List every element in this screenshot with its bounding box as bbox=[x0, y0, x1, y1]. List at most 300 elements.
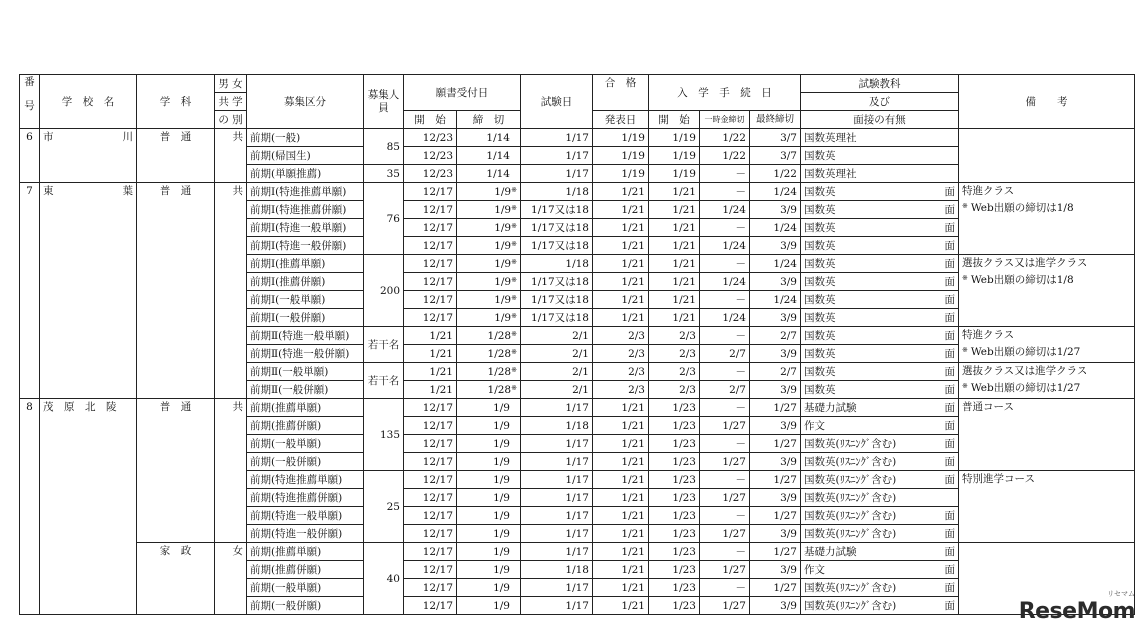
subjects-cell bbox=[801, 399, 959, 417]
exam-date-cell: 1/17 bbox=[521, 399, 593, 417]
app-end-value: 1/28 bbox=[487, 347, 512, 360]
pass-date-cell: 1/21 bbox=[593, 237, 649, 255]
remarks-cell: 特別進学コース bbox=[959, 471, 1135, 543]
subjects-wrap bbox=[804, 400, 955, 416]
app-end-value: 1/9 bbox=[493, 581, 510, 594]
enroll-temp-cell: 1/24 bbox=[700, 237, 750, 255]
header-app-start: 開 始 bbox=[404, 111, 457, 129]
enroll-temp-cell: － bbox=[700, 291, 750, 309]
subjects-text: 国数英 bbox=[804, 311, 836, 324]
interview-mark: 面 bbox=[944, 275, 955, 288]
exam-date-cell: 1/17 bbox=[521, 471, 593, 489]
subjects-text: 国数英(ﾘｽﾆﾝｸﾞ含む) bbox=[804, 437, 897, 450]
subjects-cell bbox=[801, 453, 959, 471]
remarks-note bbox=[962, 272, 1131, 289]
subjects-cell bbox=[801, 147, 959, 165]
subjects-text: 国数英 bbox=[804, 383, 836, 396]
enroll-temp-cell: 1/27 bbox=[700, 453, 750, 471]
app-end-cell bbox=[457, 507, 521, 525]
pass-date-cell: 1/21 bbox=[593, 255, 649, 273]
category-cell: 前期(一般併願) bbox=[247, 453, 364, 471]
subjects-cell bbox=[801, 273, 959, 291]
quota-cell: 40 bbox=[364, 543, 404, 615]
enroll-temp-cell: 1/22 bbox=[700, 129, 750, 147]
enroll-final-cell: 1/22 bbox=[750, 165, 801, 183]
enroll-final-cell: 3/9 bbox=[750, 525, 801, 543]
enroll-start-cell: 1/21 bbox=[649, 273, 700, 291]
note-mark: ※ bbox=[962, 274, 968, 282]
app-end-cell bbox=[457, 435, 521, 453]
interview-mark: 面 bbox=[944, 545, 955, 558]
resemom-logo bbox=[1018, 590, 1135, 624]
subjects-text: 国数英 bbox=[804, 149, 836, 162]
header-app-end: 締 切 bbox=[457, 111, 521, 129]
category-cell: 前期Ⅰ(特進推薦単願) bbox=[247, 183, 364, 201]
exam-date-cell: 1/18 bbox=[521, 417, 593, 435]
remarks-title: 選抜クラス又は進学クラス bbox=[962, 365, 1088, 377]
subjects-wrap bbox=[804, 454, 955, 470]
category-cell: 前期(推薦併願) bbox=[247, 561, 364, 579]
enroll-temp-cell: 1/24 bbox=[700, 309, 750, 327]
remarks-cell: 普通コース bbox=[959, 399, 1135, 471]
enroll-temp-cell: － bbox=[700, 507, 750, 525]
logo-sub-text: リセマム bbox=[1107, 590, 1135, 598]
subjects-text: 国数英理社 bbox=[804, 131, 857, 144]
pass-date-cell: 1/21 bbox=[593, 525, 649, 543]
enroll-final-cell: 2/7 bbox=[750, 363, 801, 381]
note-mark: ※ bbox=[511, 365, 517, 374]
subjects-text: 作文 bbox=[804, 419, 825, 432]
app-end-value: 1/9 bbox=[493, 419, 510, 432]
remarks-cell bbox=[959, 363, 1135, 399]
enroll-start-cell: 2/3 bbox=[649, 345, 700, 363]
dept-cell: 普 通 bbox=[137, 129, 215, 183]
app-start-cell: 12/17 bbox=[404, 453, 457, 471]
exam-date-cell: 1/17 bbox=[521, 165, 593, 183]
enroll-temp-cell: － bbox=[700, 327, 750, 345]
subjects-text: 基礎力試験 bbox=[804, 401, 857, 414]
logo-main-text: ReseMom bbox=[1018, 599, 1135, 624]
category-cell: 前期Ⅱ(特進一般単願) bbox=[247, 327, 364, 345]
subjects-cell bbox=[801, 363, 959, 381]
subjects-wrap bbox=[804, 328, 955, 344]
app-start-cell: 12/17 bbox=[404, 507, 457, 525]
subjects-cell bbox=[801, 255, 959, 273]
enroll-temp-cell: － bbox=[700, 219, 750, 237]
school-name bbox=[40, 129, 137, 183]
subjects-wrap bbox=[804, 166, 955, 182]
exam-date-cell: 2/1 bbox=[521, 363, 593, 381]
subjects-wrap bbox=[804, 202, 955, 218]
app-start-cell: 12/17 bbox=[404, 255, 457, 273]
header-pass-2: 発表日 bbox=[593, 111, 649, 129]
app-start-cell: 12/17 bbox=[404, 561, 457, 579]
header-gender-3: の 別 bbox=[215, 111, 247, 129]
enroll-final-cell: 3/9 bbox=[750, 561, 801, 579]
pass-date-cell: 2/3 bbox=[593, 345, 649, 363]
app-end-value: 1/9 bbox=[494, 221, 512, 234]
app-end-cell bbox=[457, 237, 521, 255]
note-mark: ※ bbox=[962, 202, 968, 210]
app-end-cell bbox=[457, 273, 521, 291]
exam-date-cell: 1/17又は18 bbox=[521, 291, 593, 309]
app-end-cell bbox=[457, 165, 521, 183]
subjects-wrap bbox=[804, 184, 955, 200]
app-start-cell: 12/17 bbox=[404, 399, 457, 417]
admissions-schedule-table bbox=[19, 74, 1135, 615]
subjects-wrap bbox=[804, 130, 955, 146]
category-cell: 前期(特進一般単願) bbox=[247, 507, 364, 525]
header-subjects-2: 及び bbox=[801, 93, 959, 111]
enroll-final-cell: 3/9 bbox=[750, 453, 801, 471]
subjects-cell bbox=[801, 201, 959, 219]
header-dept: 学 科 bbox=[137, 75, 215, 129]
enroll-final-cell: 1/24 bbox=[750, 183, 801, 201]
subjects-cell bbox=[801, 219, 959, 237]
subjects-wrap bbox=[804, 580, 955, 596]
interview-mark: 面 bbox=[944, 365, 955, 378]
header-application: 願書受付日 bbox=[404, 75, 521, 111]
subjects-cell bbox=[801, 561, 959, 579]
exam-date-cell: 2/1 bbox=[521, 381, 593, 399]
note-mark: ※ bbox=[511, 239, 517, 248]
remarks-note-text: Web出願の締切は1/8 bbox=[970, 274, 1074, 286]
category-cell: 前期(一般併願) bbox=[247, 597, 364, 615]
remarks-note-text: Web出願の締切は1/8 bbox=[970, 202, 1074, 214]
enroll-final-cell: 1/27 bbox=[750, 507, 801, 525]
exam-date-cell: 1/17 bbox=[521, 507, 593, 525]
gender-cell: 女 bbox=[215, 543, 247, 615]
interview-mark: 面 bbox=[944, 329, 955, 342]
enroll-final-cell: 3/9 bbox=[750, 273, 801, 291]
note-mark: ※ bbox=[511, 275, 517, 284]
interview-mark: 面 bbox=[944, 185, 955, 198]
note-mark: ※ bbox=[511, 257, 517, 266]
enroll-temp-cell: 1/27 bbox=[700, 417, 750, 435]
enroll-temp-cell: － bbox=[700, 363, 750, 381]
exam-date-cell: 1/17 bbox=[521, 453, 593, 471]
subjects-cell bbox=[801, 291, 959, 309]
remarks-note bbox=[962, 200, 1131, 217]
app-start-cell: 12/17 bbox=[404, 291, 457, 309]
app-end-value: 1/9 bbox=[493, 455, 510, 468]
category-cell: 前期(推薦単願) bbox=[247, 399, 364, 417]
exam-date-cell: 1/17 bbox=[521, 543, 593, 561]
app-start-cell: 1/21 bbox=[404, 363, 457, 381]
header-school: 学 校 名 bbox=[40, 75, 137, 129]
enroll-final-cell: 1/27 bbox=[750, 435, 801, 453]
remarks-cell bbox=[959, 255, 1135, 327]
enroll-start-cell: 1/23 bbox=[649, 471, 700, 489]
interview-mark: 面 bbox=[944, 347, 955, 360]
enroll-temp-cell: － bbox=[700, 183, 750, 201]
enroll-temp-cell: － bbox=[700, 435, 750, 453]
school-name: 茂 原 北 陵 bbox=[40, 399, 137, 615]
enroll-start-cell: 1/23 bbox=[649, 597, 700, 615]
subjects-cell bbox=[801, 309, 959, 327]
gender-cell: 共 bbox=[215, 399, 247, 543]
category-cell: 前期Ⅰ(一般併願) bbox=[247, 309, 364, 327]
enroll-start-cell: 1/21 bbox=[649, 255, 700, 273]
app-start-cell: 1/21 bbox=[404, 381, 457, 399]
category-cell: 前期(一般) bbox=[247, 129, 364, 147]
category-cell: 前期Ⅰ(特進一般単願) bbox=[247, 219, 364, 237]
enroll-temp-cell: － bbox=[700, 543, 750, 561]
subjects-text: 基礎力試験 bbox=[804, 545, 857, 558]
category-cell: 前期(一般単願) bbox=[247, 579, 364, 597]
app-start-cell: 12/17 bbox=[404, 201, 457, 219]
gender-cell: 共 bbox=[215, 183, 247, 399]
app-end-value: 1/9 bbox=[493, 437, 510, 450]
app-start-cell: 12/23 bbox=[404, 129, 457, 147]
school-name-right: 葉 bbox=[122, 185, 133, 197]
school-name-left: 市 bbox=[43, 131, 54, 143]
app-end-value: 1/9 bbox=[493, 473, 510, 486]
subjects-text: 国数英(ﾘｽﾆﾝｸﾞ含む) bbox=[804, 527, 897, 540]
app-end-cell bbox=[457, 597, 521, 615]
enroll-start-cell: 1/23 bbox=[649, 561, 700, 579]
enroll-final-cell: 1/27 bbox=[750, 399, 801, 417]
pass-date-cell: 1/19 bbox=[593, 147, 649, 165]
app-start-cell: 12/17 bbox=[404, 579, 457, 597]
subjects-wrap bbox=[804, 562, 955, 578]
subjects-text: 国数英(ﾘｽﾆﾝｸﾞ含む) bbox=[804, 491, 897, 504]
header-no: 番 号 bbox=[20, 75, 40, 129]
pass-date-cell: 1/21 bbox=[593, 453, 649, 471]
app-start-cell: 12/17 bbox=[404, 183, 457, 201]
interview-mark: 面 bbox=[944, 311, 955, 324]
app-start-cell: 12/17 bbox=[404, 237, 457, 255]
subjects-wrap bbox=[804, 220, 955, 236]
quota-cell: 35 bbox=[364, 165, 404, 183]
enroll-final-cell: 3/9 bbox=[750, 381, 801, 399]
interview-mark: 面 bbox=[944, 509, 955, 522]
pass-date-cell: 1/21 bbox=[593, 507, 649, 525]
app-end-cell bbox=[457, 183, 521, 201]
note-mark: ※ bbox=[511, 383, 517, 392]
category-cell: 前期Ⅰ(特進一般併願) bbox=[247, 237, 364, 255]
school-no: 6 bbox=[20, 129, 40, 183]
pass-date-cell: 2/3 bbox=[593, 363, 649, 381]
quota-cell: 85 bbox=[364, 129, 404, 165]
app-end-cell bbox=[457, 417, 521, 435]
subjects-text: 国数英 bbox=[804, 275, 836, 288]
subjects-text: 国数英(ﾘｽﾆﾝｸﾞ含む) bbox=[804, 599, 897, 612]
subjects-text: 国数英(ﾘｽﾆﾝｸﾞ含む) bbox=[804, 455, 897, 468]
enroll-start-cell: 1/21 bbox=[649, 183, 700, 201]
subjects-text: 国数英(ﾘｽﾆﾝｸﾞ含む) bbox=[804, 473, 897, 486]
subjects-wrap bbox=[804, 418, 955, 434]
exam-date-cell: 1/17又は18 bbox=[521, 237, 593, 255]
remarks-title: 選抜クラス又は進学クラス bbox=[962, 257, 1088, 269]
app-end-value: 1/9 bbox=[493, 563, 510, 576]
pass-date-cell: 1/21 bbox=[593, 543, 649, 561]
subjects-text: 国数英 bbox=[804, 203, 836, 216]
interview-mark: 面 bbox=[944, 581, 955, 594]
school-name-wrap bbox=[43, 183, 133, 199]
pass-date-cell: 1/21 bbox=[593, 561, 649, 579]
note-mark: ※ bbox=[962, 346, 968, 354]
subjects-cell bbox=[801, 345, 959, 363]
header-exam-date: 試験日 bbox=[521, 75, 593, 129]
interview-mark: 面 bbox=[944, 221, 955, 234]
app-end-cell bbox=[457, 399, 521, 417]
app-end-cell bbox=[457, 345, 521, 363]
enroll-final-cell: 3/9 bbox=[750, 597, 801, 615]
remarks-cell bbox=[959, 327, 1135, 363]
enroll-start-cell: 1/19 bbox=[649, 147, 700, 165]
enroll-start-cell: 1/23 bbox=[649, 453, 700, 471]
enroll-final-cell: 1/24 bbox=[750, 255, 801, 273]
subjects-text: 国数英 bbox=[804, 347, 836, 360]
dept-cell: 家 政 bbox=[137, 543, 215, 615]
subjects-wrap bbox=[804, 274, 955, 290]
remarks-note bbox=[962, 380, 1131, 397]
pass-date-cell: 1/21 bbox=[593, 471, 649, 489]
quota-cell: 若干名 bbox=[364, 327, 404, 363]
enroll-final-cell: 1/27 bbox=[750, 543, 801, 561]
header-pass-1: 合 格 bbox=[593, 75, 649, 111]
subjects-wrap bbox=[804, 310, 955, 326]
gender-cell: 共 bbox=[215, 129, 247, 183]
pass-date-cell: 1/21 bbox=[593, 291, 649, 309]
exam-date-cell: 1/17 bbox=[521, 579, 593, 597]
app-start-cell: 12/23 bbox=[404, 147, 457, 165]
note-mark: ※ bbox=[511, 203, 517, 212]
remarks-note-text: Web出願の締切は1/27 bbox=[970, 346, 1081, 358]
subjects-text: 国数英 bbox=[804, 329, 836, 342]
table-row bbox=[20, 129, 1135, 147]
subjects-text: 国数英 bbox=[804, 293, 836, 306]
app-end-value: 1/9 bbox=[494, 239, 512, 252]
enroll-temp-cell: 1/22 bbox=[700, 147, 750, 165]
app-end-cell bbox=[457, 381, 521, 399]
interview-mark: 面 bbox=[944, 563, 955, 576]
pass-date-cell: 1/19 bbox=[593, 129, 649, 147]
category-cell: 前期(特進一般併願) bbox=[247, 525, 364, 543]
remarks-note-text: Web出願の締切は1/27 bbox=[970, 382, 1081, 394]
enroll-start-cell: 1/23 bbox=[649, 579, 700, 597]
pass-date-cell: 1/21 bbox=[593, 417, 649, 435]
app-end-value: 1/9 bbox=[494, 275, 512, 288]
app-end-value: 1/9 bbox=[493, 527, 510, 540]
quota-cell: 200 bbox=[364, 255, 404, 327]
quota-cell: 若干名 bbox=[364, 363, 404, 399]
header-enroll-final: 最終締切 bbox=[750, 111, 801, 129]
category-cell: 前期Ⅰ(特進推薦併願) bbox=[247, 201, 364, 219]
dept-cell: 普 通 bbox=[137, 183, 215, 399]
subjects-wrap bbox=[804, 490, 955, 506]
subjects-wrap bbox=[804, 526, 955, 542]
quota-cell: 25 bbox=[364, 471, 404, 543]
app-end-value: 1/9 bbox=[494, 203, 512, 216]
school-no: 8 bbox=[20, 399, 40, 615]
enroll-start-cell: 1/19 bbox=[649, 129, 700, 147]
enroll-start-cell: 1/21 bbox=[649, 309, 700, 327]
exam-date-cell: 1/17又は18 bbox=[521, 201, 593, 219]
subjects-wrap bbox=[804, 382, 955, 398]
enroll-start-cell: 1/23 bbox=[649, 417, 700, 435]
enroll-final-cell: 3/9 bbox=[750, 201, 801, 219]
table-header bbox=[20, 75, 1135, 129]
header-gender-2: 共 学 bbox=[215, 93, 247, 111]
remarks-title: 特進クラス bbox=[962, 329, 1015, 341]
quota-cell: 76 bbox=[364, 183, 404, 255]
subjects-cell bbox=[801, 417, 959, 435]
note-mark: ※ bbox=[511, 185, 517, 194]
subjects-wrap bbox=[804, 544, 955, 560]
enroll-final-cell: 1/24 bbox=[750, 219, 801, 237]
app-end-cell bbox=[457, 255, 521, 273]
subjects-cell bbox=[801, 579, 959, 597]
subjects-wrap bbox=[804, 364, 955, 380]
remarks-cell bbox=[959, 183, 1135, 255]
app-start-cell: 12/17 bbox=[404, 417, 457, 435]
subjects-cell bbox=[801, 597, 959, 615]
pass-date-cell: 2/3 bbox=[593, 381, 649, 399]
table-body bbox=[20, 129, 1135, 615]
app-end-value: 1/28 bbox=[487, 329, 512, 342]
category-cell: 前期(特進推薦併願) bbox=[247, 489, 364, 507]
exam-date-cell: 1/17 bbox=[521, 147, 593, 165]
enroll-start-cell: 1/23 bbox=[649, 435, 700, 453]
enroll-start-cell: 2/3 bbox=[649, 327, 700, 345]
enroll-start-cell: 1/23 bbox=[649, 399, 700, 417]
category-cell: 前期(推薦併願) bbox=[247, 417, 364, 435]
subjects-wrap bbox=[804, 148, 955, 164]
enroll-temp-cell: － bbox=[700, 471, 750, 489]
exam-date-cell: 1/17又は18 bbox=[521, 309, 593, 327]
subjects-cell bbox=[801, 381, 959, 399]
enroll-start-cell: 1/21 bbox=[649, 201, 700, 219]
header-category: 募集区分 bbox=[247, 75, 364, 129]
category-cell: 前期Ⅱ(一般単願) bbox=[247, 363, 364, 381]
interview-mark: 面 bbox=[944, 401, 955, 414]
app-end-value: 1/9 bbox=[494, 257, 512, 270]
subjects-text: 国数英(ﾘｽﾆﾝｸﾞ含む) bbox=[804, 509, 897, 522]
enroll-start-cell: 1/23 bbox=[649, 525, 700, 543]
school-no: 7 bbox=[20, 183, 40, 399]
exam-date-cell: 1/17 bbox=[521, 525, 593, 543]
enroll-final-cell: 1/27 bbox=[750, 579, 801, 597]
enroll-final-cell: 3/9 bbox=[750, 345, 801, 363]
subjects-cell bbox=[801, 525, 959, 543]
app-end-value: 1/9 bbox=[493, 491, 510, 504]
exam-date-cell: 1/18 bbox=[521, 561, 593, 579]
pass-date-cell: 1/21 bbox=[593, 489, 649, 507]
exam-date-cell: 1/17 bbox=[521, 597, 593, 615]
subjects-cell bbox=[801, 489, 959, 507]
dept-cell: 普 通 bbox=[137, 399, 215, 543]
app-end-cell bbox=[457, 363, 521, 381]
enroll-temp-cell: 1/24 bbox=[700, 273, 750, 291]
exam-date-cell: 1/17又は18 bbox=[521, 273, 593, 291]
enroll-start-cell: 1/23 bbox=[649, 543, 700, 561]
interview-mark: 面 bbox=[944, 239, 955, 252]
pass-date-cell: 1/21 bbox=[593, 579, 649, 597]
enroll-final-cell: 2/7 bbox=[750, 327, 801, 345]
app-end-cell bbox=[457, 489, 521, 507]
subjects-text: 作文 bbox=[804, 563, 825, 576]
note-mark: ※ bbox=[511, 347, 517, 356]
exam-date-cell: 1/17 bbox=[521, 435, 593, 453]
app-start-cell: 12/17 bbox=[404, 273, 457, 291]
quota-cell: 135 bbox=[364, 399, 404, 471]
enroll-final-cell: 1/24 bbox=[750, 291, 801, 309]
enroll-start-cell: 2/3 bbox=[649, 363, 700, 381]
enroll-temp-cell: － bbox=[700, 255, 750, 273]
subjects-text: 国数英(ﾘｽﾆﾝｸﾞ含む) bbox=[804, 581, 897, 594]
